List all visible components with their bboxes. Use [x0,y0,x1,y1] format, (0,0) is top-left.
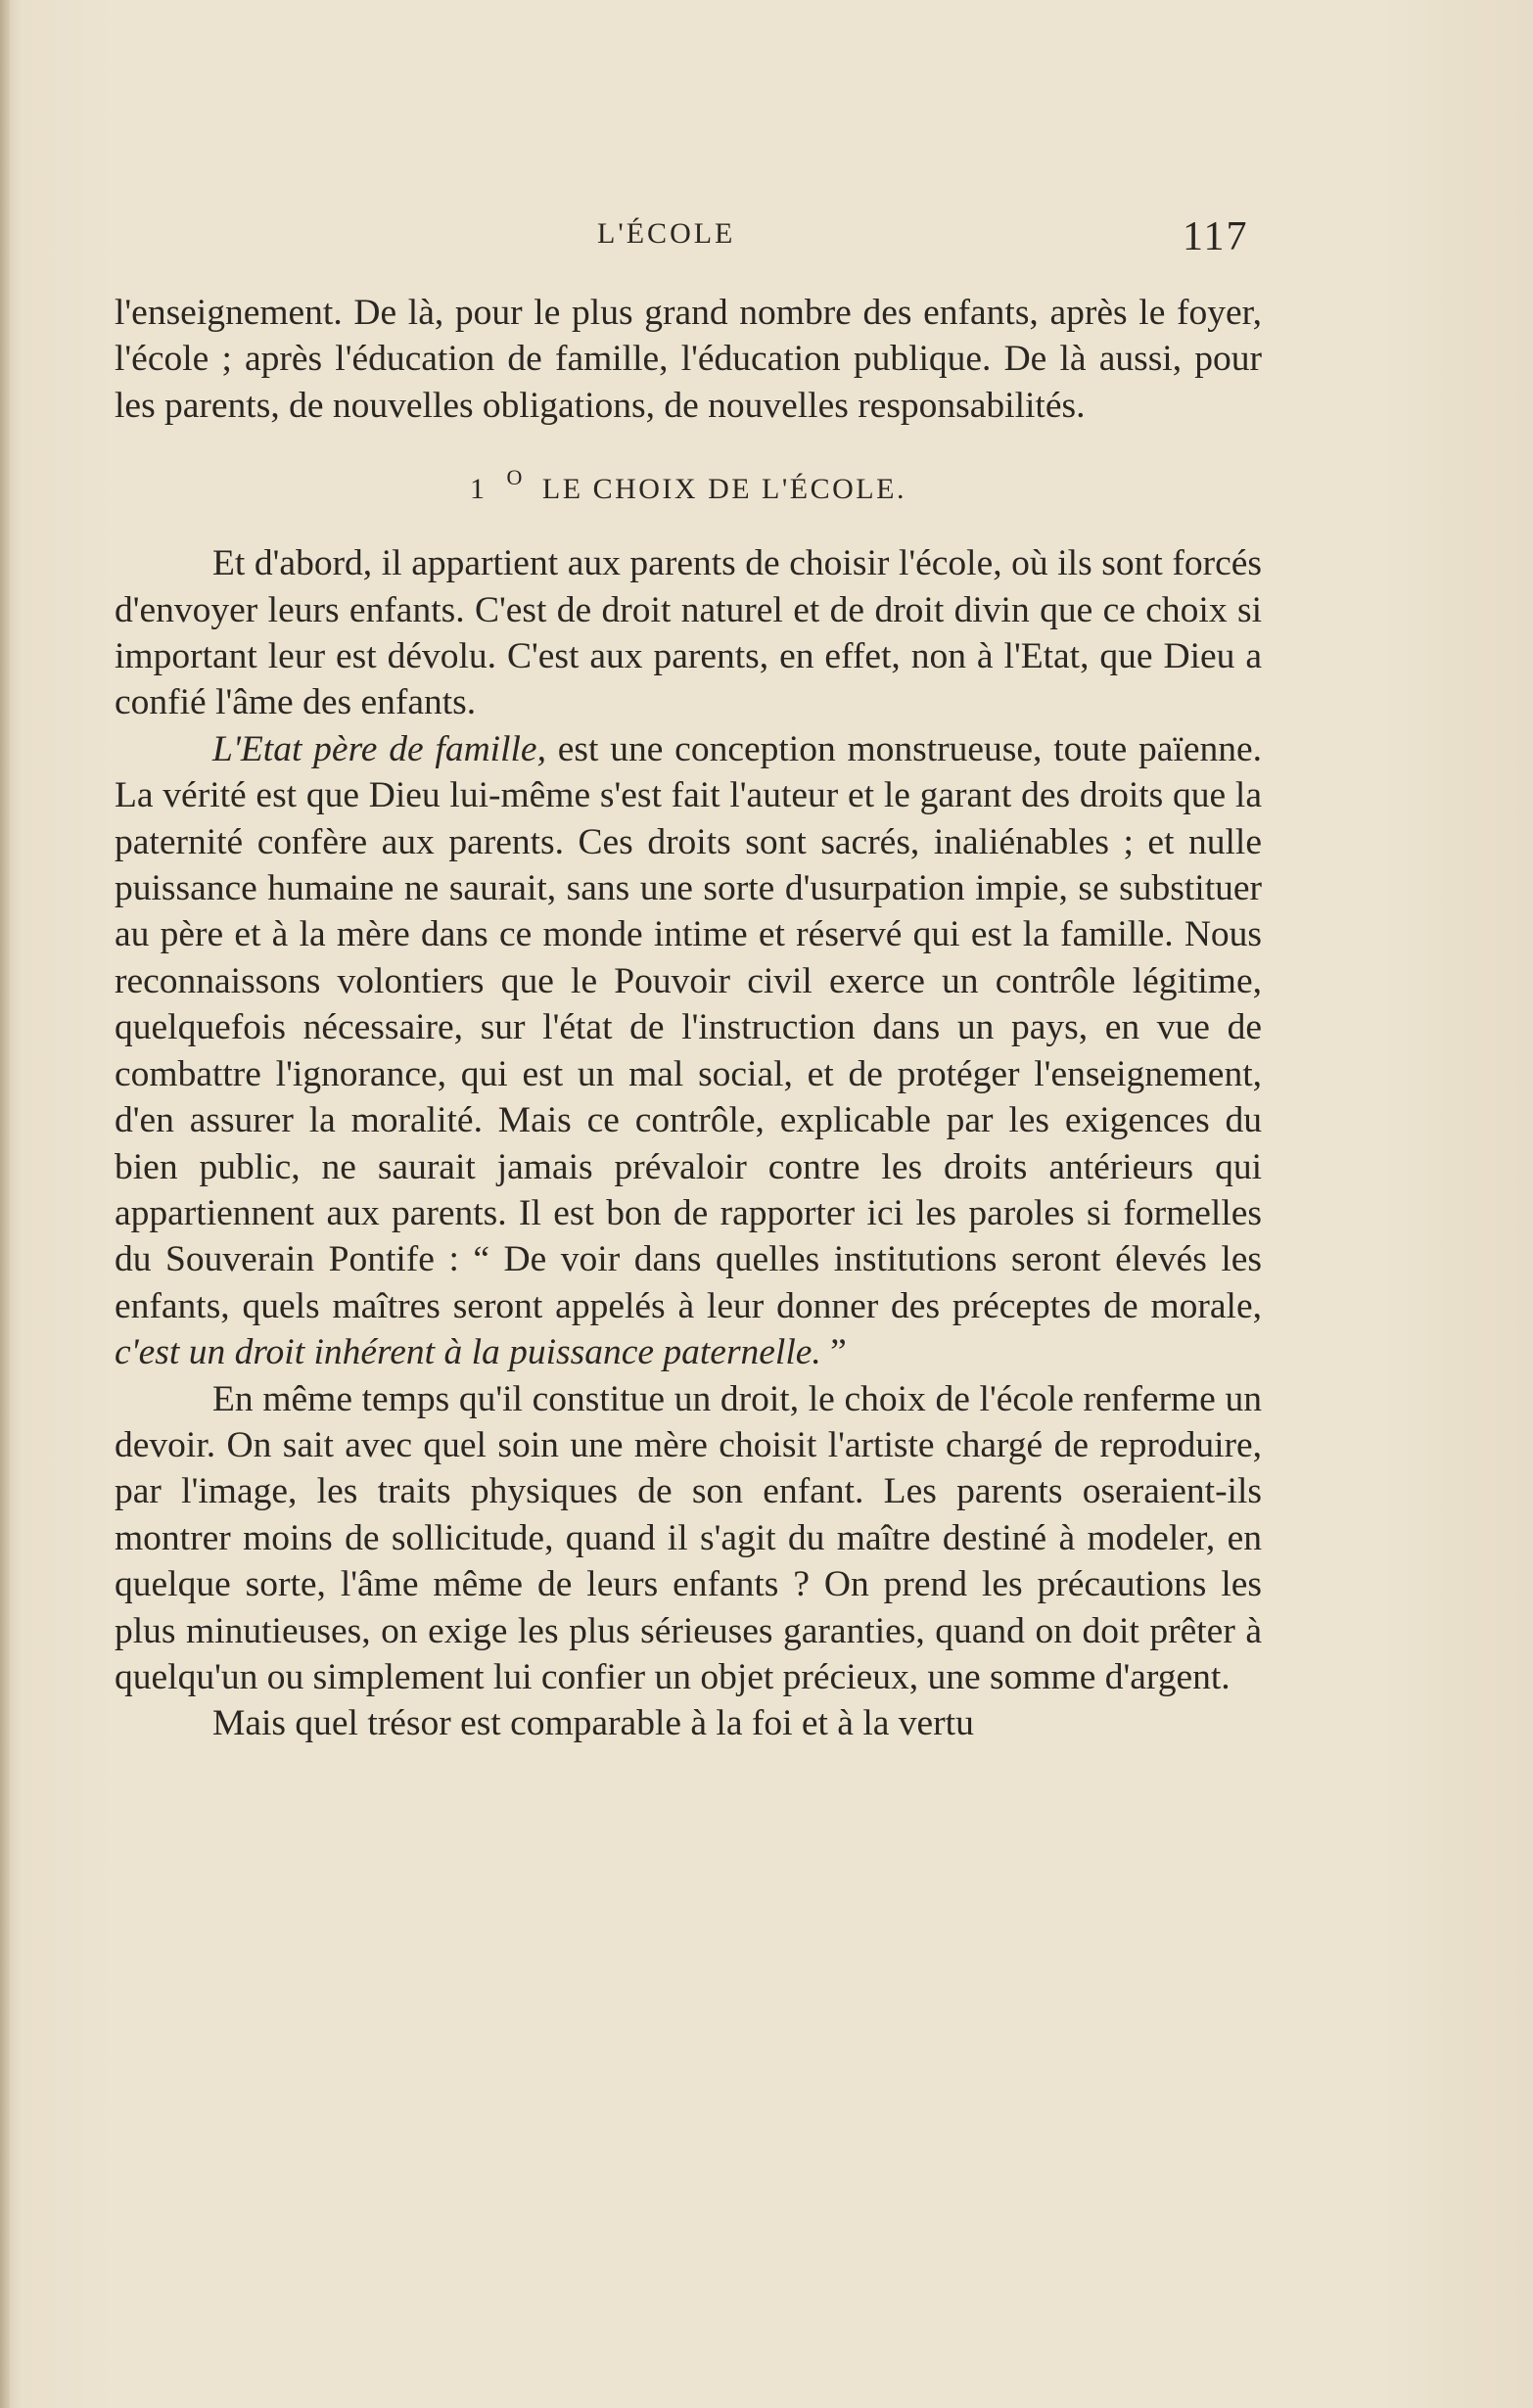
running-title: L'ÉCOLE [597,217,736,250]
paragraph: Et d'abord, il appartient aux parents de choisir l'école, où ils sont forcés d'envoyer leurs enfants. C'est de droit naturel et de droit divin que ce choix si important leur est dévolu. C'est aux parents, en effet, non à l'Etat, que Dieu a confié l'âme des enfants. [115,543,1262,723]
section-heading [115,458,1262,509]
section-title: LE CHOIX DE L'ÉCOLE. [541,473,906,506]
body-text [115,290,1262,1747]
paragraph: En même temps qu'il constitue un droit, le choix de l'école renferme un devoir. On sait avec quel soin une mère choisit l'artiste chargé de reproduire, par l'image, les traits physiques de son enfant. Les parents oseraient-ils montrer moins de sollicitude, quand il s'agit du maître destiné à modeler, en quelque sorte, l'âme même de leurs enfants ? On prend les précautions les plus minutieuses, on exige les plus sérieuses garanties, quand on doit prêter à quelqu'un ou simplement lui confier un objet précieux, une somme d'argent. [115,1378,1262,1697]
paragraph-continuation: l'enseignement. De là, pour le plus grand nombre des enfants, après le foyer, l'école ; après l'éducation de famille, l'éducation publique. De là aussi, pour les parents, de nouvelles obligations, de nouvelles responsabilités. [115,293,1262,426]
italic-quote: c'est un droit inhérent à la puissance paternelle. [115,1332,821,1373]
italic-phrase: L'Etat père de famille, [212,728,546,769]
page-header [0,214,1533,266]
page-spine-edge [0,0,10,2408]
page-number: 117 [1183,214,1249,259]
paragraph-text: est une conception monstrueuse, toute païenne. La vérité est que Dieu lui-même s'est fait l'auteur et le garant des droits que la paternité confère aux parents. Ces droits sont sacrés, inaliénables ; et nulle puissance humaine ne saurait, sans une sorte d'usurpation impie, se substituer au père et à la mère dans ce monde intime et réservé qui est la famille. Nous reconnaissons volontiers que le Pouvoir civil exerce un contrôle légitime, quelquefois nécessaire, sur l'état de l'instruction dans un pays, en vue de combattre l'ignorance, qui est un mal social, et de protéger l'enseignement, d'en assurer la moralité. Mais ce contrôle, explicable par les exigences du bien public, ne saurait jamais prévaloir contre les droits antérieurs qui appartiennent aux parents. Il est bon de rapporter ici les paroles si formelles du Souverain Pontife : “ De voir dans quelles institutions seront élevés les enfants, quels maîtres seront appelés à leur donner des préceptes de morale, [115,728,1262,1326]
closing-quote: ” [820,1332,847,1373]
section-degree-mark: O [506,465,525,490]
paragraph: Mais quel trésor est comparable à la foi et à la vertu [212,1703,974,1744]
paragraph [115,726,1262,1376]
section-number: 1 [470,473,488,506]
